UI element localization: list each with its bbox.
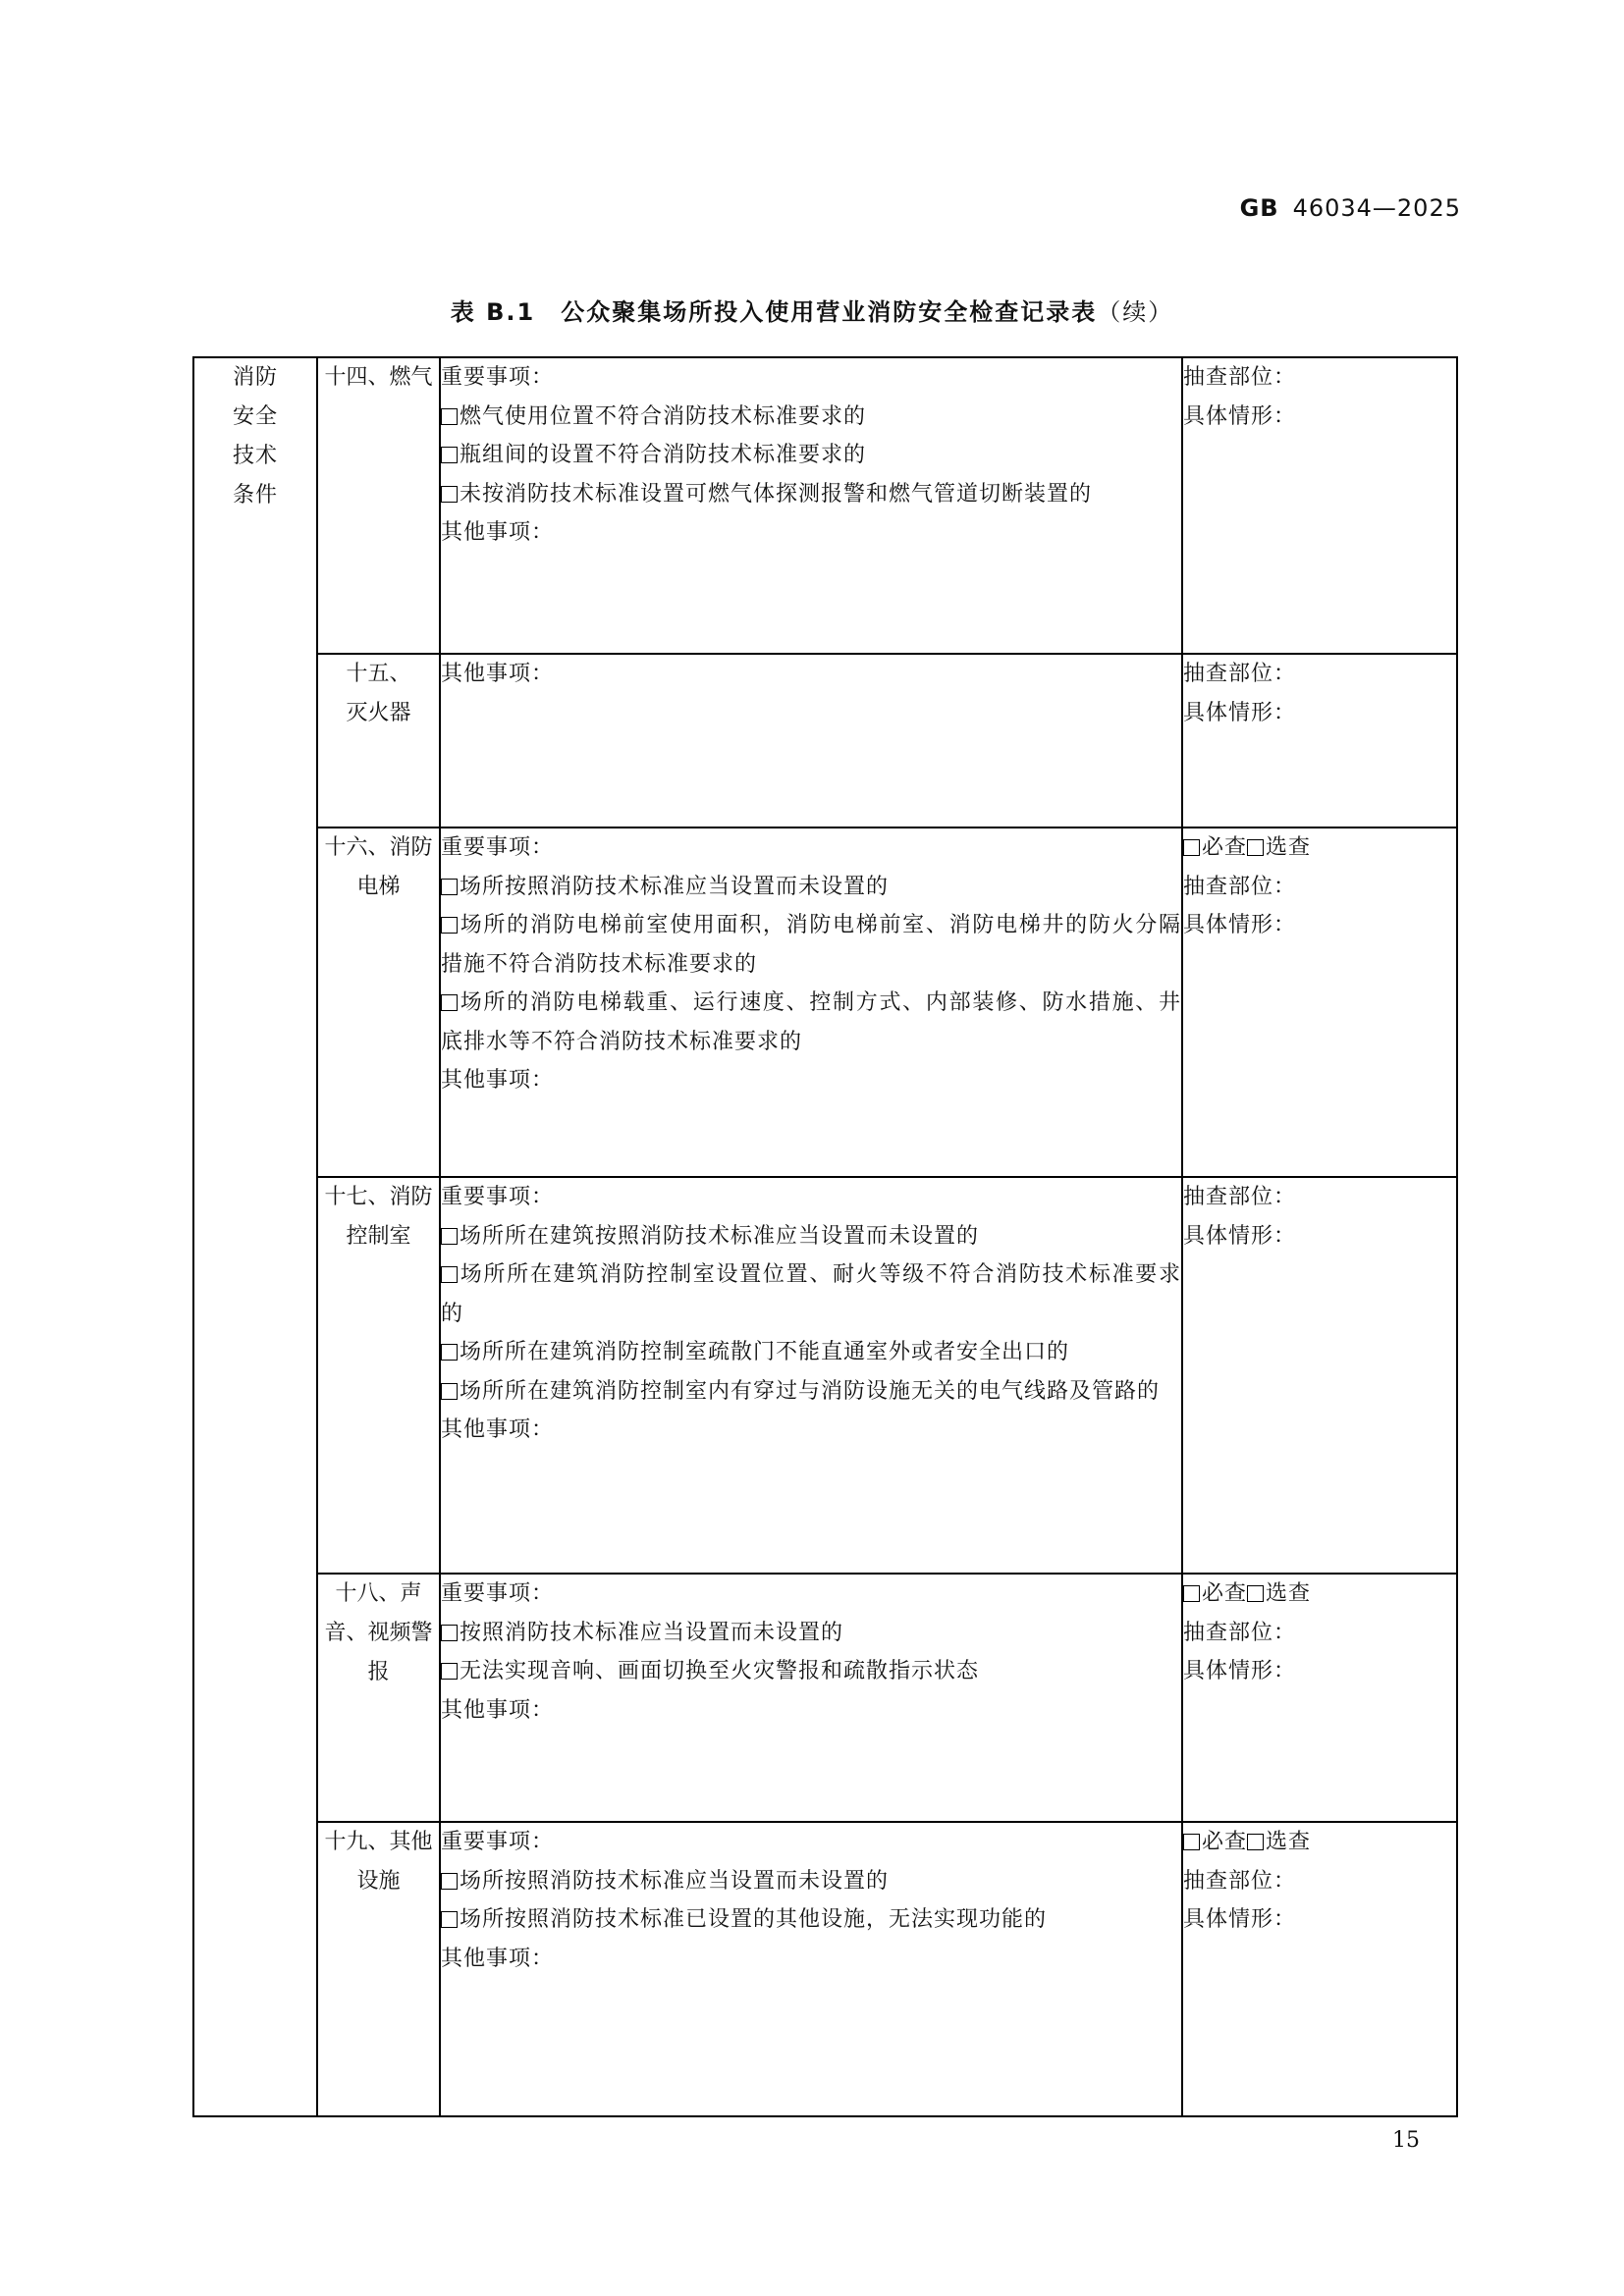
checkbox-icon[interactable] <box>1183 1834 1200 1850</box>
check-info <box>1182 1822 1457 2116</box>
checkbox-icon[interactable] <box>441 879 458 895</box>
situation-label: 具体情形： <box>1183 913 1297 937</box>
important-label: 重要事项： <box>441 1581 555 1606</box>
important-label: 重要事项： <box>441 1185 555 1209</box>
inspection-details <box>440 357 1182 654</box>
important-label: 重要事项： <box>441 365 555 390</box>
list-item: 场所所在建筑消防控制室疏散门不能直通室外或者安全出口的 <box>441 1333 1181 1372</box>
other-label: 其他事项： <box>441 1068 555 1093</box>
situation-label: 具体情形： <box>1183 1659 1297 1683</box>
standard-code <box>1240 194 1461 222</box>
optional-check-label: 选查 <box>1266 1581 1312 1606</box>
list-item: 场所按照消防技术标准已设置的其他设施，无法实现功能的 <box>441 1900 1181 1940</box>
location-label: 抽查部位： <box>1183 1620 1297 1645</box>
checkbox-icon[interactable] <box>441 1228 458 1245</box>
location-label: 抽查部位： <box>1183 365 1297 390</box>
checkbox-icon[interactable] <box>441 1383 458 1400</box>
checkbox-icon[interactable] <box>1247 1834 1264 1850</box>
list-item: 燃气使用位置不符合消防技术标准要求的 <box>441 398 1181 437</box>
optional-check-label: 选查 <box>1266 1830 1312 1854</box>
list-item: 场所按照消防技术标准应当设置而未设置的 <box>441 1862 1181 1901</box>
important-label: 重要事项： <box>441 1830 555 1854</box>
table-row <box>193 1574 1457 1822</box>
other-label: 其他事项： <box>441 1697 555 1723</box>
table-number: 表 B.1 <box>450 298 536 326</box>
list-item: 场所所在建筑消防控制室设置位置、耐火等级不符合消防技术标准要求的 <box>441 1262 1181 1326</box>
check-info <box>1182 828 1457 1177</box>
checkbox-icon[interactable] <box>441 447 458 463</box>
inspection-item-name: 十七、消防控制室 <box>317 1177 440 1574</box>
location-label: 抽查部位： <box>1183 662 1297 686</box>
checkbox-icon[interactable] <box>441 917 458 934</box>
check-type <box>1183 828 1456 868</box>
list-item: 按照消防技术标准应当设置而未设置的 <box>441 1614 1181 1653</box>
situation-label: 具体情形： <box>1183 1223 1297 1249</box>
inspection-details <box>440 1822 1182 2116</box>
table-title <box>0 293 1624 327</box>
inspection-details <box>440 1177 1182 1574</box>
checkbox-icon[interactable] <box>441 1911 458 1928</box>
inspection-details <box>440 1574 1182 1822</box>
table-title-text: 公众聚集场所投入使用营业消防安全检查记录表 <box>561 298 1098 326</box>
checkbox-icon[interactable] <box>441 1625 458 1641</box>
check-info <box>1182 357 1457 654</box>
situation-label: 具体情形： <box>1183 403 1297 429</box>
checkbox-icon[interactable] <box>1247 1585 1264 1602</box>
checkbox-icon[interactable] <box>441 994 458 1011</box>
inspection-item-name: 十四、燃气 <box>317 357 440 654</box>
other-label: 其他事项： <box>441 662 555 686</box>
checkbox-icon[interactable] <box>441 1344 458 1361</box>
inspection-item-name: 十八、声音、视频警报 <box>317 1574 440 1822</box>
page-number: 15 <box>1392 2128 1420 2153</box>
category-cell <box>193 357 317 2116</box>
optional-check-label: 选查 <box>1266 835 1312 860</box>
checkbox-icon[interactable] <box>1247 839 1264 856</box>
standard-number: 46034—2025 <box>1292 194 1461 222</box>
checkbox-icon[interactable] <box>1183 839 1200 856</box>
table-row <box>193 1822 1457 2116</box>
standard-prefix: GB <box>1239 194 1279 222</box>
table-row <box>193 654 1457 828</box>
must-check-label: 必查 <box>1202 835 1248 860</box>
location-label: 抽查部位： <box>1183 1868 1297 1894</box>
must-check-label: 必查 <box>1202 1830 1248 1854</box>
other-label: 其他事项： <box>441 1417 555 1442</box>
check-type <box>1183 1575 1456 1614</box>
important-label: 重要事项： <box>441 835 555 860</box>
location-label: 抽查部位： <box>1183 874 1297 899</box>
list-item: 未按消防技术标准设置可燃气体探测报警和燃气管道切断装置的 <box>441 475 1181 514</box>
inspection-record-table <box>192 356 1458 2117</box>
list-item: 场所按照消防技术标准应当设置而未设置的 <box>441 868 1181 907</box>
checkbox-icon[interactable] <box>441 1266 458 1283</box>
inspection-item-name: 十五、灭火器 <box>317 654 440 828</box>
inspection-item-name: 十六、消防电梯 <box>317 828 440 1177</box>
list-item: 场所所在建筑消防控制室内有穿过与消防设施无关的电气线路及管路的 <box>441 1372 1181 1412</box>
must-check-label: 必查 <box>1202 1581 1248 1606</box>
list-item: 无法实现音响、画面切换至火灾警报和疏散指示状态 <box>441 1652 1181 1691</box>
checkbox-icon[interactable] <box>441 486 458 503</box>
list-item: 场所的消防电梯载重、运行速度、控制方式、内部装修、防水措施、井底排水等不符合消防技术标准要求的 <box>441 990 1181 1054</box>
checkbox-icon[interactable] <box>1183 1585 1200 1602</box>
check-info <box>1182 1574 1457 1822</box>
list-item: 场所的消防电梯前室使用面积，消防电梯前室、消防电梯井的防火分隔措施不符合消防技术标准要求的 <box>441 913 1181 977</box>
list-item: 场所所在建筑按照消防技术标准应当设置而未设置的 <box>441 1217 1181 1256</box>
other-label: 其他事项： <box>441 520 555 545</box>
checkbox-icon[interactable] <box>441 1873 458 1890</box>
table-title-suffix: （续） <box>1097 298 1174 326</box>
situation-label: 具体情形： <box>1183 1907 1297 1932</box>
table-row <box>193 357 1457 654</box>
list-item: 瓶组间的设置不符合消防技术标准要求的 <box>441 436 1181 475</box>
location-label: 抽查部位： <box>1183 1185 1297 1209</box>
table-row <box>193 1177 1457 1574</box>
other-label: 其他事项： <box>441 1946 555 1971</box>
check-info <box>1182 654 1457 828</box>
inspection-details <box>440 828 1182 1177</box>
situation-label: 具体情形： <box>1183 700 1297 725</box>
inspection-details <box>440 654 1182 828</box>
check-info <box>1182 1177 1457 1574</box>
table-row <box>193 828 1457 1177</box>
category-label: 消防安全技术条件 <box>232 365 278 507</box>
inspection-item-name: 十九、其他设施 <box>317 1822 440 2116</box>
check-type <box>1183 1823 1456 1862</box>
checkbox-icon[interactable] <box>441 1663 458 1680</box>
checkbox-icon[interactable] <box>441 408 458 425</box>
